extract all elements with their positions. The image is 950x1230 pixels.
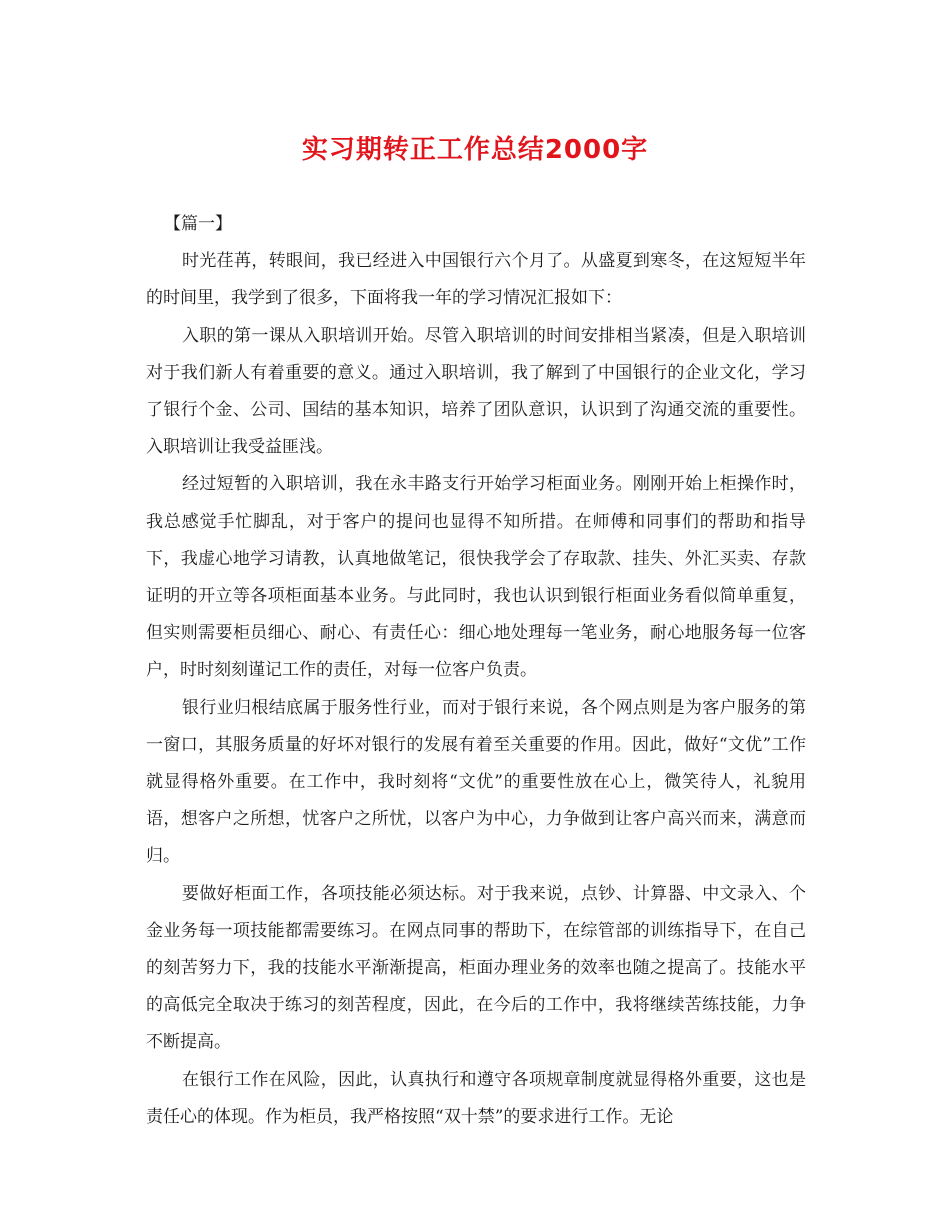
document-title: 实习期转正工作总结2000字 — [301, 135, 649, 165]
paragraph-2: 入职的第一课从入职培训开始。尽管入职培训的时间安排相当紧凑，但是入职培训对于我们新人有着重要的意义。通过入职培训，我了解到了中国银行的企业文化，学习了银行个金、公司、国结的基本知识，培养了团队意识，认识到了沟通交流的重要性。入职培训让我受益匪浅。 — [146, 325, 806, 458]
paragraph-3: 经过短暂的入职培训，我在永丰路支行开始学习柜面业务。刚刚开始上柜操作时，我总感觉手忙脚乱，对于客户的提问也显得不知所措。在师傅和同事们的帮助和指导下，我虚心地学习请教，认真地做笔记，很快我学会了存取款、挂失、外汇买卖、存款证明的开立等各项柜面基本业务。与此同时，我也认识到银行柜面业务看似简单重复，但实则需要柜员细心、耐心、有责任心：细心地处理每一笔业务，耐心地服务每一位客户，时时刻刻谨记工作的责任，对每一位客户负责。 — [146, 474, 806, 681]
paragraph-1: 时光荏苒，转眼间，我已经进入中国银行六个月了。从盛夏到寒冬，在这短短半年的时间里，我学到了很多，下面将我一年的学习情况汇报如下： — [146, 251, 806, 309]
paragraph-5: 要做好柜面工作，各项技能必须达标。对于我来说，点钞、计算器、中文录入、个金业务每一项技能都需要练习。在网点同事的帮助下，在综管部的训练指导下，在自己的刻苦努力下，我的技能水平渐渐提高，柜面办理业务的效率也随之提高了。技能水平的高低完全取决于练习的刻苦程度，因此，在今后的工作中，我将继续苦练技能，力争不断提高。 — [146, 883, 806, 1053]
paragraph-6: 在银行工作在风险，因此，认真执行和遵守各项规章制度就显得格外重要，这也是责任心的体现。作为柜员，我严格按照“双十禁”的要求进行工作。无论 — [146, 1069, 806, 1127]
paragraph-4: 银行业归根结底属于服务性行业，而对于银行来说，各个网点则是为客户服务的第一窗口，其服务质量的好坏对银行的发展有着至关重要的作用。因此，做好“文优”工作就显得格外重要。在工作中，我时刻将“文优”的重要性放在心上，微笑待人，礼貌用语，想客户之所想，忧客户之所忧，以客户为中心，力争做到让客户高兴而来，满意而归。 — [146, 697, 806, 867]
document-body — [146, 206, 806, 1136]
section-label: 【篇一】 — [164, 214, 232, 234]
